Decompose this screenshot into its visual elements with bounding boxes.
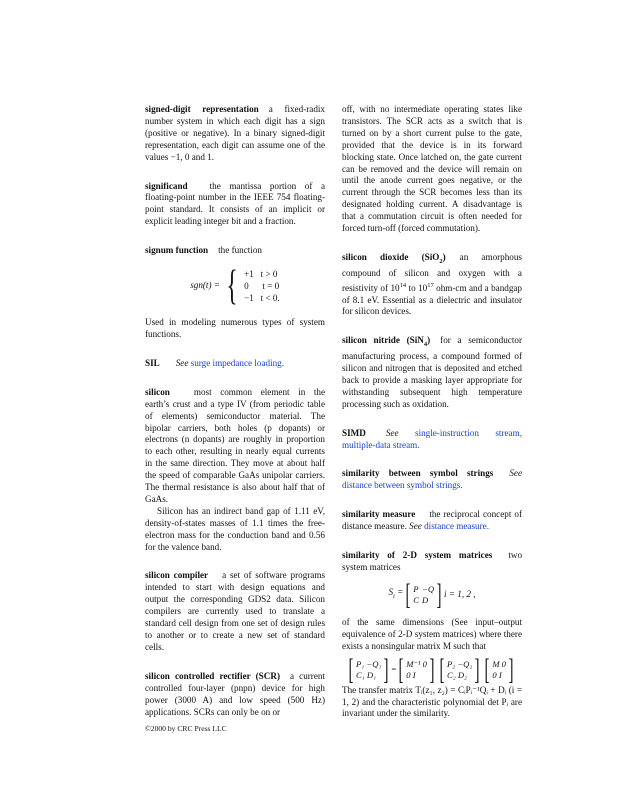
link-surge-impedance-loading[interactable]: surge impedance loading. <box>190 357 285 368</box>
link-single-instruction-stream[interactable]: single-instruction stream, multiple-data stream. <box>342 427 522 450</box>
left-column <box>145 104 325 735</box>
right-column <box>342 104 522 737</box>
m1-row2: C₁ D₁ <box>356 669 377 680</box>
def-silicon-dioxide: an amorphous compound of silicon and oxygen with a resistivity of $10^{14}$ to $10^{17}$ ohm-cm and a bandgap of 8.1 eV. Essential as a dielectric and insulator for silicon devices. <box>342 251 522 317</box>
entry-silicon-nitride <box>342 335 522 410</box>
def-scr: a current controlled four-layer (pnpn) device for high power (3000 A) and low speed (500 Hz) applications. SCRs can only be on or <box>145 670 325 717</box>
m-row2: 0 I <box>492 669 502 680</box>
term-scr: silicon controlled rectifier (SCR) <box>145 670 280 681</box>
cell-d: D <box>422 594 429 605</box>
term-signed-digit: signed-digit representation <box>145 104 259 114</box>
similarity-equation-2: [ P₁ −Q₁ C₁ D₁ ] = [ M⁻¹ 0 0 I ] [ P₂ −Q₂ C₂ D₂ ] [ M 0 0 I ] <box>340 657 522 683</box>
signum-after: Used in modeling numerous types of system functions. <box>145 317 325 339</box>
term-silicon-compiler: silicon compiler <box>145 570 209 581</box>
entry-similarity-symbol-strings <box>342 468 522 492</box>
bracket-left-icon: [ <box>405 577 411 611</box>
entry-silicon-compiler <box>145 570 325 653</box>
entry-scr-continued <box>342 104 522 235</box>
def-scr-continued: off, with no intermediate operating states like transistors. The SCR acts as a switch that is turned on by a short current pulse to the gate, provided that the device is in its forward blocking state. Once latched on, the gate current can be removed and the device will remain on until the anode current goes negative, or the current through the SCR becomes less than its designated holding current. A disadvantage is that a commutation circuit is often needed for forced turn-off (forced commutation). <box>342 104 522 234</box>
term-silicon-nitride: silicon nitride (SiN$_4$) <box>342 335 431 349</box>
def-silicon-nitride: for a semiconductor manufacturing process, a compound formed of silicon and nitrogen that is deposited and etched back to provide a masking layer appropriate for withstanding subsequent high temperature processing such as oxidation. <box>342 335 522 409</box>
cell-q: −Q <box>422 583 435 594</box>
def-significand: the mantissa portion of a floating-point number in the IEEE 754 floating-point standard. It consists of an implicit or explicit leading integer bit and a fraction. <box>145 180 325 227</box>
def-silicon: most common element in the earth’s crust and a type IV (from periodic table of elements) semiconductor material. The bipolar carriers, both holes (p dopants) or electrons (n dopants) are roughly in proportion to each other, resulting in nearly equal currents in the same direction. They move at about half the speed of comparable GaAs unipolar carriers. The thermal resistance is also about half that of GaAs. <box>145 386 325 504</box>
term-silicon: silicon <box>145 386 170 397</box>
cell-c: C <box>413 594 420 605</box>
brace-icon: { <box>226 263 238 310</box>
entry-signed-digit <box>145 104 325 164</box>
matrix-2: [ P₂ −Q₂ C₂ D₂ ] <box>439 652 480 686</box>
link-distance-measure[interactable]: distance measure. <box>424 521 489 532</box>
matrix-m-inverse: [ M⁻¹ 0 0 I ] <box>398 652 435 686</box>
def-silicon-compiler: a set of software programs intended to start with design equations and output the corresponding GDS2 data. Silicon compilers are currently used to translate a standard cell design from one set of design rules to another or to create a new set of standard cells. <box>145 570 325 652</box>
term-similarity-2d: similarity of 2-D system matrices <box>342 550 493 561</box>
link-distance-between-symbol-strings[interactable]: distance between symbol strings. <box>342 480 463 491</box>
minv-row2: 0 I <box>406 669 416 680</box>
see-simd: See <box>385 427 399 438</box>
def-similarity-2d-3: The transfer matrix Tᵢ(z₁, z₂) = CᵢPᵢ⁻¹Qᵢ + Dᵢ (i = 1, 2) and the characteristic polynomial det Pᵢ are invariant under the similarity. <box>342 684 522 719</box>
def-silicon-2: Silicon has an indirect band gap of 1.11 eV, density-of-states masses of 1.1 times the free-electron mass for the conduction band and 0.56 for the valence band. <box>145 505 325 552</box>
signum-case-3: −1 t < 0. <box>244 293 280 304</box>
signum-case-1: +1 t > 0 <box>244 269 278 280</box>
entry-simd <box>342 428 522 452</box>
similarity-equation-1 <box>342 577 522 611</box>
entry-silicon-dioxide <box>342 252 522 318</box>
def-signum: the function <box>218 245 262 256</box>
signum-equation <box>145 263 325 310</box>
entry-sil <box>145 358 325 370</box>
matrix-1: [ P₁ −Q₁ C₁ D₁ ] <box>348 652 389 686</box>
entry-signum <box>145 245 325 341</box>
term-simd: SIMD <box>342 427 366 438</box>
entry-similarity-measure <box>342 509 522 533</box>
eq1-tail: i = 1, 2 , <box>444 588 476 599</box>
term-silicon-dioxide: silicon dioxide (SiO$_2$) <box>342 251 446 265</box>
entry-similarity-2d <box>342 550 522 720</box>
copyright-footer: ©2000 by CRC Press LLC <box>145 724 227 733</box>
signum-lhs: sgn(t) = <box>190 280 220 291</box>
term-similarity-symbol-strings: similarity between symbol strings <box>342 468 494 479</box>
signum-case-2: 0 t = 0 <box>244 281 280 292</box>
term-significand: significand <box>145 180 188 191</box>
def-signed-digit: a fixed-radix number system in which each digit has a sign (positive or negative). In a binary signed-digit representation, each digit can assume one of the values −1, 0 and 1. <box>145 104 325 162</box>
def-similarity-2d: two system matrices <box>342 550 522 572</box>
def-similarity-measure: the reciprocal concept of distance measure. <box>342 509 522 532</box>
term-signum: signum function <box>145 245 209 256</box>
see-similarity-measure: See <box>409 521 422 532</box>
see-sil: See <box>175 357 189 368</box>
term-sil: SIL <box>145 357 160 368</box>
entry-scr <box>145 671 325 719</box>
m1-row1: P₁ −Q₁ <box>356 658 382 669</box>
entry-silicon <box>145 387 325 554</box>
bracket-right-icon: ] <box>436 577 442 611</box>
def-similarity-2d-2: of the same dimensions (See input–output equivalence of 2-D system matrices) where there exists a nonsingular matrix M such that <box>342 616 522 651</box>
entry-significand <box>145 181 325 229</box>
matrix-s <box>403 577 444 611</box>
signum-cases <box>244 268 280 304</box>
cell-p: P <box>413 583 419 594</box>
m2-row2: C₂ D₂ <box>446 669 468 680</box>
minv-row1: M⁻¹ 0 <box>406 658 427 669</box>
matrix-m: [ M 0 0 I ] <box>484 652 514 686</box>
see-similarity-symbol: See <box>509 468 522 479</box>
eq1-lhs: $S_i$ = <box>388 587 404 600</box>
m2-row1: P₂ −Q₂ <box>446 658 473 669</box>
m-row1: M 0 <box>492 658 506 669</box>
term-similarity-measure: similarity measure <box>342 509 416 520</box>
